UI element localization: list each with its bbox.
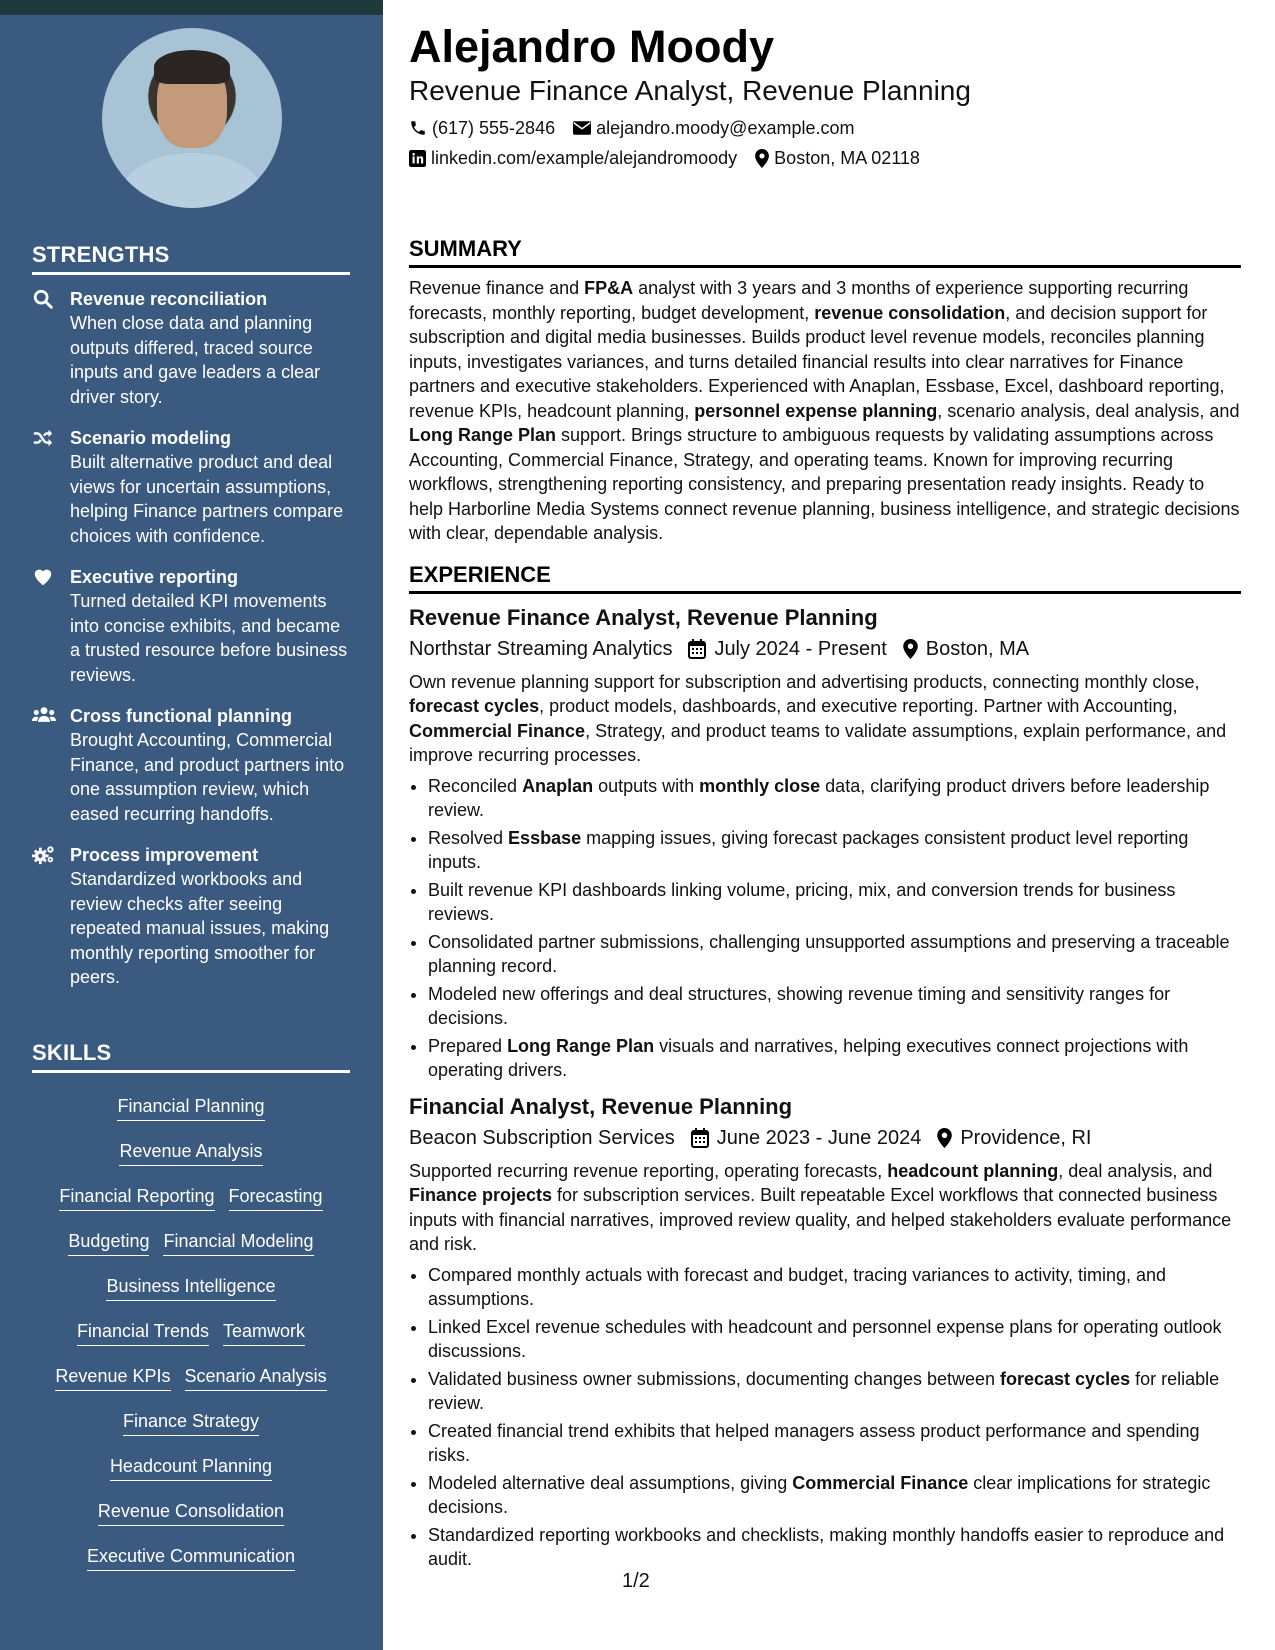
strength-description: Built alternative product and deal views for uncertain assumptions, helping Finance partners compare choices with confidence. — [70, 452, 344, 546]
location-text: Boston, MA 02118 — [774, 148, 920, 168]
bullet-item — [428, 1315, 1241, 1364]
job-bullets — [409, 1263, 1241, 1572]
bullet-item — [428, 982, 1241, 1031]
sidebar — [0, 15, 383, 1650]
gears-icon — [32, 844, 56, 868]
job-title: Financial Analyst, Revenue Planning — [409, 1093, 793, 1119]
job-list — [409, 604, 1241, 1572]
bold-term: Long Range Plan — [507, 1035, 655, 1056]
company-name: Northstar Streaming Analytics — [409, 637, 673, 660]
text-run: , deal analysis, and — [1058, 1160, 1213, 1181]
text-run: Linked Excel revenue schedules with headcount and personnel expense plans for operating outlook discussions. — [428, 1316, 1222, 1361]
skills-heading: SKILLS — [32, 1040, 350, 1073]
skill-row — [32, 1500, 350, 1545]
job-dates-text: June 2023 - June 2024 — [716, 1126, 922, 1149]
text-run: Resolved — [428, 827, 509, 848]
summary-heading: SUMMARY — [409, 236, 1241, 268]
skill-tag: Financial Modeling — [163, 1230, 313, 1256]
strength-title: Executive reporting — [70, 567, 239, 587]
company-name: Beacon Subscription Services — [409, 1126, 675, 1149]
strength-description: Brought Accounting, Commercial Finance, and product partners into one assumption review, which eased recurring handoffs. — [70, 730, 345, 824]
job-dates — [691, 1125, 922, 1151]
shuffle-icon — [32, 427, 56, 451]
heart-icon — [32, 566, 56, 590]
job-dates-text: July 2024 - Present — [714, 637, 887, 660]
skill-row — [32, 1230, 350, 1275]
text-run: , and decision support for subscription and digital media businesses. Builds product level revenue models, reconciles planning inputs, investigates variances, and turns detailed financial results into clear narratives for Finance partners and executive stakeholders. Experienced with Anaplan, Essbase, Excel, dashboard reporting, revenue KPIs, headcount planning, — [409, 302, 1225, 421]
strengths-list — [32, 287, 352, 1007]
text-run: Supported recurring revenue reporting, operating forecasts, — [409, 1160, 888, 1181]
bullet-item — [428, 1367, 1241, 1416]
job-meta — [409, 636, 1241, 662]
text-run: , scenario analysis, deal analysis, and — [937, 400, 1240, 421]
skill-tag: Financial Trends — [77, 1320, 209, 1346]
skill-tag: Revenue Analysis — [119, 1140, 262, 1166]
strength-description: Turned detailed KPI movements into concise exhibits, and became a trusted resource before business reviews. — [70, 591, 348, 685]
job-bullets — [409, 774, 1241, 1083]
bold-term: revenue consolidation — [814, 302, 1006, 323]
skill-tag: Budgeting — [68, 1230, 149, 1256]
text-run: , product models, dashboards, and executive reporting. Partner with Accounting, — [539, 696, 1178, 716]
skill-tag: Finance Strategy — [123, 1410, 259, 1436]
skill-tag: Financial Planning — [117, 1095, 264, 1121]
strength-title: Cross functional planning — [70, 706, 293, 726]
text-run: clear implications for strategic decisions. — [428, 1472, 1211, 1517]
text-run: for subscription services. Built repeatable Excel workflows that connected business inputs with financial narratives, improved review quality, and helped stakeholders evaluate performance and risk. — [409, 1185, 1232, 1254]
skill-row — [32, 1545, 350, 1590]
strength-item — [32, 426, 352, 548]
job-location-text: Boston, MA — [925, 637, 1030, 660]
text-run: Validated business owner submissions, documenting changes between — [428, 1368, 1001, 1389]
strength-item — [32, 704, 352, 826]
bullet-item — [428, 1034, 1241, 1083]
skill-tag: Scenario Analysis — [185, 1365, 327, 1391]
phone-contact[interactable] — [409, 116, 555, 140]
text-run: support. Brings structure to ambiguous requests by validating assumptions across Accounting, Commercial Finance, Strategy, and operating teams. Known for improving recurring workflows, strengthening reporting consistency, and preparing presentation ready insights. Ready to help Harborline Media Systems connect revenue planning, business intelligence, and strategic decisions with clear, dependable analysis. — [409, 425, 1240, 543]
bold-term: forecast cycles — [409, 696, 540, 716]
skills-list — [32, 1095, 350, 1590]
bullet-item — [428, 1523, 1241, 1572]
job-entry — [409, 1093, 1241, 1572]
skill-row — [32, 1365, 350, 1410]
text-run: data, clarifying product drivers before leadership review. — [428, 775, 1210, 820]
text-run: Modeled alternative deal assumptions, giving — [428, 1472, 793, 1493]
text-run: analyst with 3 years and 3 months of experience supporting recurring forecasts, monthly reporting, budget development, — [409, 278, 1189, 323]
bold-term: FP&A — [584, 278, 634, 298]
skill-tag: Headcount Planning — [110, 1455, 272, 1481]
bullet-item — [428, 930, 1241, 979]
bullet-item — [428, 1471, 1241, 1520]
summary-section — [409, 236, 1241, 546]
strength-title: Scenario modeling — [70, 428, 232, 448]
text-run: visuals and narratives, helping executives connect projections with operating drivers. — [428, 1035, 1189, 1080]
skill-row — [32, 1455, 350, 1500]
summary-text — [409, 276, 1241, 546]
profile-photo — [102, 28, 282, 208]
calendar-icon — [688, 639, 706, 659]
text-run: Own revenue planning support for subscription and advertising products, connecting monthly close, — [409, 671, 1200, 692]
skill-tag: Executive Communication — [87, 1545, 295, 1571]
map-pin-icon — [937, 1128, 952, 1148]
skill-tag: Financial Reporting — [59, 1185, 214, 1211]
phone-text: (617) 555-2846 — [432, 118, 556, 138]
bullet-item — [428, 878, 1241, 927]
candidate-name: Alejandro Moody — [409, 21, 775, 72]
text-run: mapping issues, giving forecast packages consistent product level reporting inputs. — [428, 827, 1189, 872]
email-text: alejandro.moody@example.com — [596, 118, 855, 138]
skill-row — [32, 1320, 350, 1365]
bold-term: Long Range Plan — [409, 425, 557, 445]
skill-row — [32, 1275, 350, 1320]
text-run: Consolidated partner submissions, challenging unsupported assumptions and preserving a traceable planning record. — [428, 931, 1230, 976]
linkedin-icon — [409, 150, 426, 167]
text-run: Prepared — [428, 1035, 508, 1056]
location-contact — [755, 146, 920, 170]
bullet-item — [428, 826, 1241, 875]
envelope-icon — [573, 120, 591, 136]
bold-term: Finance projects — [409, 1185, 553, 1205]
job-description — [409, 670, 1241, 768]
page-number: 1/2 — [622, 1570, 650, 1592]
text-run: Built revenue KPI dashboards linking volume, pricing, mix, and conversion trends for business reviews. — [428, 879, 1176, 924]
linkedin-contact[interactable] — [409, 146, 737, 170]
bold-term: Essbase — [508, 827, 582, 848]
text-run: outputs with — [593, 775, 700, 796]
search-icon — [32, 288, 56, 312]
contact-row-2 — [409, 146, 1241, 170]
skill-tag: Forecasting — [229, 1185, 323, 1211]
text-run: Standardized reporting workbooks and checklists, making monthly handoffs easier to reproduce and audit. — [428, 1524, 1225, 1569]
sidebar-top-bar — [0, 0, 383, 15]
calendar-icon — [691, 1128, 709, 1148]
skill-tag: Teamwork — [223, 1320, 305, 1346]
experience-section — [409, 562, 1241, 1572]
linkedin-text: linkedin.com/example/alejandromoody — [431, 148, 738, 168]
candidate-headline: Revenue Finance Analyst, Revenue Planning — [409, 75, 971, 106]
bold-term: Commercial Finance — [409, 720, 586, 741]
job-meta — [409, 1125, 1241, 1151]
map-pin-icon — [755, 149, 769, 168]
phone-icon — [409, 119, 427, 137]
strength-item — [32, 565, 352, 687]
main-content — [409, 22, 1241, 1575]
skill-row — [32, 1410, 350, 1455]
job-dates — [688, 636, 886, 662]
text-run: Revenue finance and — [409, 278, 585, 298]
bold-term: Commercial Finance — [792, 1472, 969, 1493]
map-pin-icon — [903, 639, 918, 659]
text-run: Reconciled — [428, 775, 523, 796]
experience-heading: EXPERIENCE — [409, 562, 1241, 594]
skill-tag: Business Intelligence — [106, 1275, 275, 1301]
skill-row — [32, 1185, 350, 1230]
bold-term: monthly close — [699, 775, 821, 796]
bold-term: forecast cycles — [1000, 1368, 1131, 1389]
contact-row-1 — [409, 116, 1241, 140]
bullet-item — [428, 1419, 1241, 1468]
bullet-item — [428, 1263, 1241, 1312]
strength-item — [32, 843, 352, 990]
job-title: Revenue Finance Analyst, Revenue Planning — [409, 604, 878, 630]
strengths-heading: STRENGTHS — [32, 242, 350, 275]
skill-tag: Revenue KPIs — [55, 1365, 170, 1391]
job-location-text: Providence, RI — [960, 1126, 1092, 1149]
skill-row — [32, 1140, 350, 1185]
bold-term: Anaplan — [522, 775, 594, 796]
strength-description: When close data and planning outputs differed, traced source inputs and gave leaders a clear driver story. — [70, 313, 321, 407]
strength-description: Standardized workbooks and review checks after seeing repeated manual issues, making monthly reporting smoother for peers. — [70, 869, 330, 987]
bullet-item — [428, 774, 1241, 823]
users-icon — [32, 705, 56, 729]
text-run: Created financial trend exhibits that helped managers assess product performance and spending risks. — [428, 1420, 1200, 1465]
skill-row — [32, 1095, 350, 1140]
strength-title: Process improvement — [70, 845, 259, 865]
job-location — [937, 1125, 1091, 1151]
strength-item — [32, 287, 352, 409]
text-run: for reliable review. — [428, 1368, 1220, 1413]
text-run: , Strategy, and product teams to validate assumptions, explain performance, and improve recurring processes. — [409, 720, 1227, 765]
bold-term: personnel expense planning — [694, 400, 938, 421]
job-location — [903, 636, 1029, 662]
email-contact[interactable] — [573, 116, 854, 140]
text-run: Compared monthly actuals with forecast and budget, tracing variances to activity, timing, and assumptions. — [428, 1264, 1167, 1309]
job-description — [409, 1159, 1241, 1257]
skill-tag: Revenue Consolidation — [98, 1500, 284, 1526]
text-run: Modeled new offerings and deal structures, showing revenue timing and sensitivity ranges for decisions. — [428, 983, 1171, 1028]
bold-term: headcount planning — [887, 1160, 1059, 1181]
job-entry — [409, 604, 1241, 1083]
strength-title: Revenue reconciliation — [70, 289, 268, 309]
